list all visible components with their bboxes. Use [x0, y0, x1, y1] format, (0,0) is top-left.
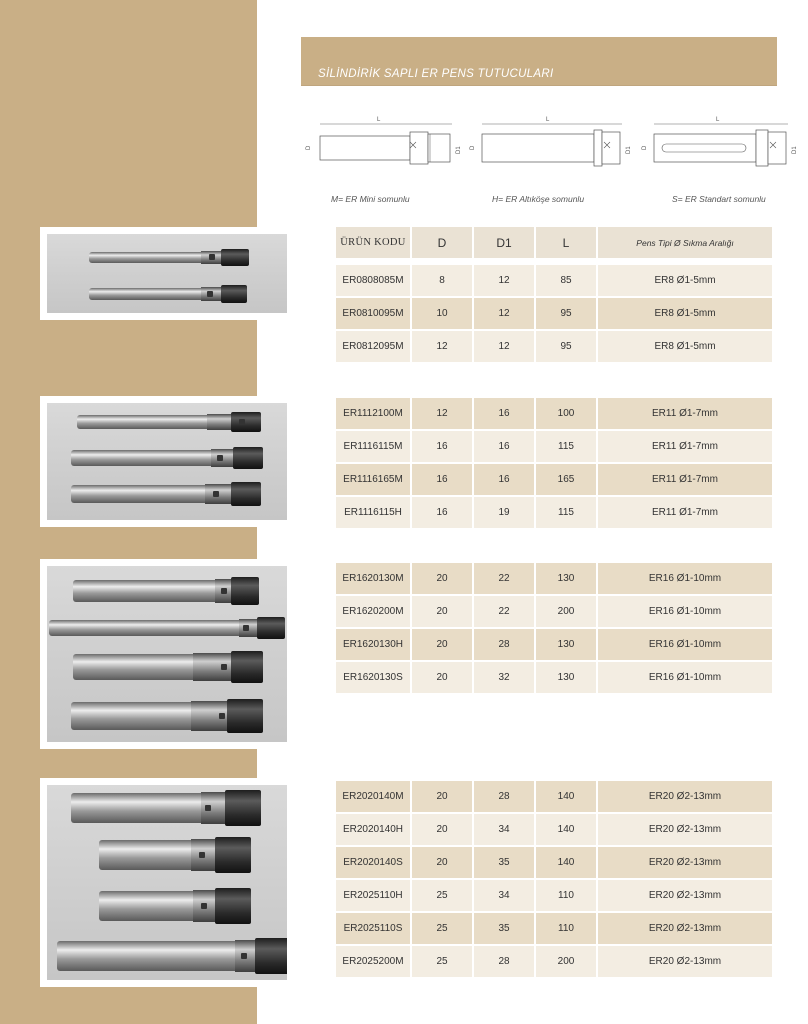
cell-code: ER1620130H — [336, 629, 412, 662]
tool-image — [71, 793, 261, 823]
cell-d: 20 — [412, 563, 474, 596]
cell-code: ER1620130M — [336, 563, 412, 596]
table-row — [336, 563, 774, 596]
header-product-code: ÜRÜN KODU — [336, 227, 412, 260]
dim-l-2: L — [546, 117, 550, 123]
cell-d: 25 — [412, 913, 474, 946]
dim-d1-2: D1 — [626, 146, 632, 154]
tool-image — [71, 702, 263, 730]
header-d: D — [412, 227, 474, 260]
cell-collet: ER11 Ø1-7mm — [598, 398, 774, 431]
photo-frame-er8 — [40, 227, 294, 320]
cell-d: 20 — [412, 662, 474, 695]
table-row — [336, 847, 774, 880]
cell-l: 200 — [536, 596, 598, 629]
spec-table-er11 — [336, 398, 774, 530]
dim-d1-1: D1 — [456, 146, 462, 154]
cell-l: 130 — [536, 662, 598, 695]
cell-collet: ER16 Ø1-10mm — [598, 629, 774, 662]
dim-l-1: L — [377, 117, 381, 123]
cell-d1: 28 — [474, 629, 536, 662]
cell-collet: ER20 Ø2-13mm — [598, 814, 774, 847]
spec-table-er16 — [336, 563, 774, 695]
cell-code: ER1116115M — [336, 431, 412, 464]
cell-collet: ER16 Ø1-10mm — [598, 563, 774, 596]
product-photo-er20 — [47, 785, 287, 980]
cell-code: ER1620130S — [336, 662, 412, 695]
photo-frame-er16 — [40, 559, 294, 749]
cell-code: ER0812095M — [336, 331, 412, 364]
cell-d1: 28 — [474, 781, 536, 814]
table-row — [336, 265, 774, 298]
cell-code: ER2020140H — [336, 814, 412, 847]
cell-d: 10 — [412, 298, 474, 331]
title-rule — [301, 85, 777, 86]
diagram-standard-nut — [636, 112, 802, 172]
diagram-hex-nut — [466, 112, 636, 172]
cell-l: 130 — [536, 629, 598, 662]
cell-d1: 16 — [474, 431, 536, 464]
tool-image — [77, 415, 261, 429]
diagram-mini-nut — [302, 112, 462, 172]
table-row — [336, 497, 774, 530]
cell-d: 25 — [412, 880, 474, 913]
cell-l: 95 — [536, 298, 598, 331]
cell-d: 20 — [412, 847, 474, 880]
table-row — [336, 629, 774, 662]
product-photo-er16 — [47, 566, 287, 742]
cell-l: 115 — [536, 497, 598, 530]
table-row — [336, 431, 774, 464]
caption-standard: S= ER Standart somunlu — [672, 194, 766, 204]
table-row — [336, 464, 774, 497]
cell-collet: ER16 Ø1-10mm — [598, 596, 774, 629]
cell-code: ER0808085M — [336, 265, 412, 298]
table-row — [336, 814, 774, 847]
dim-d-3: D — [642, 145, 648, 150]
cell-collet: ER11 Ø1-7mm — [598, 497, 774, 530]
spec-table-er20 — [336, 781, 774, 979]
header-l: L — [536, 227, 598, 260]
cell-d1: 22 — [474, 563, 536, 596]
page-title: SİLİNDİRİK SAPLI ER PENS TUTUCULARI — [318, 68, 554, 80]
cell-collet: ER8 Ø1-5mm — [598, 265, 774, 298]
cell-l: 110 — [536, 913, 598, 946]
cell-d: 12 — [412, 398, 474, 431]
cell-l: 115 — [536, 431, 598, 464]
cell-l: 200 — [536, 946, 598, 979]
caption-hex: H= ER Altıköşe somunlu — [492, 194, 585, 204]
cell-collet: ER16 Ø1-10mm — [598, 662, 774, 695]
cell-l: 165 — [536, 464, 598, 497]
cell-collet: ER20 Ø2-13mm — [598, 946, 774, 979]
table-row — [336, 913, 774, 946]
table-row — [336, 398, 774, 431]
table-row — [336, 298, 774, 331]
cell-d1: 19 — [474, 497, 536, 530]
cell-collet: ER8 Ø1-5mm — [598, 298, 774, 331]
cell-code: ER1116165M — [336, 464, 412, 497]
title-bar — [301, 37, 777, 85]
cell-code: ER2025110S — [336, 913, 412, 946]
tool-image — [57, 941, 287, 971]
cell-collet: ER20 Ø2-13mm — [598, 880, 774, 913]
cell-l: 130 — [536, 563, 598, 596]
cell-d1: 34 — [474, 814, 536, 847]
cell-d: 20 — [412, 781, 474, 814]
caption-mini: M= ER Mini somunlu — [331, 194, 410, 204]
dim-d-2: D — [470, 145, 476, 150]
cell-code: ER2025200M — [336, 946, 412, 979]
tool-image — [89, 288, 247, 300]
cell-collet: ER20 Ø2-13mm — [598, 847, 774, 880]
cell-collet: ER11 Ø1-7mm — [598, 431, 774, 464]
table-row — [336, 781, 774, 814]
cell-collet: ER20 Ø2-13mm — [598, 913, 774, 946]
cell-collet: ER8 Ø1-5mm — [598, 331, 774, 364]
cell-d: 12 — [412, 331, 474, 364]
cell-collet: ER11 Ø1-7mm — [598, 464, 774, 497]
cell-d1: 28 — [474, 946, 536, 979]
cell-d: 20 — [412, 596, 474, 629]
cell-d: 8 — [412, 265, 474, 298]
table-row — [336, 662, 774, 695]
cell-d1: 34 — [474, 880, 536, 913]
tool-image — [49, 620, 285, 636]
cell-code: ER0810095M — [336, 298, 412, 331]
tool-image — [99, 840, 251, 870]
cell-d1: 32 — [474, 662, 536, 695]
photo-frame-er11 — [40, 396, 294, 527]
tool-image — [99, 891, 251, 921]
tool-image — [71, 485, 261, 503]
cell-code: ER1620200M — [336, 596, 412, 629]
cell-d1: 12 — [474, 331, 536, 364]
header-collet-type: Pens Tipi Ø Sıkma Aralığı — [598, 227, 774, 260]
tool-image — [71, 450, 263, 466]
tool-image — [73, 580, 259, 602]
cell-d1: 35 — [474, 913, 536, 946]
cell-l: 140 — [536, 847, 598, 880]
photo-frame-er20 — [40, 778, 294, 987]
cell-l: 110 — [536, 880, 598, 913]
cell-l: 95 — [536, 331, 598, 364]
header-d1: D1 — [474, 227, 536, 260]
cell-l: 140 — [536, 814, 598, 847]
cell-code: ER2020140S — [336, 847, 412, 880]
cell-d1: 12 — [474, 298, 536, 331]
cell-d1: 35 — [474, 847, 536, 880]
cell-code: ER2020140M — [336, 781, 412, 814]
table-row — [336, 331, 774, 364]
cell-d: 16 — [412, 431, 474, 464]
cell-d: 20 — [412, 814, 474, 847]
table-row — [336, 880, 774, 913]
cell-code: ER2025110H — [336, 880, 412, 913]
product-photo-er8 — [47, 234, 287, 313]
product-photo-er11 — [47, 403, 287, 520]
tool-image — [89, 252, 249, 263]
cell-d1: 22 — [474, 596, 536, 629]
cell-d: 16 — [412, 464, 474, 497]
table-row — [336, 596, 774, 629]
tool-image — [73, 654, 263, 680]
dim-l-3: L — [716, 117, 720, 123]
cell-d: 20 — [412, 629, 474, 662]
cell-collet: ER20 Ø2-13mm — [598, 781, 774, 814]
cell-d1: 16 — [474, 464, 536, 497]
cell-code: ER1112100M — [336, 398, 412, 431]
cell-d1: 16 — [474, 398, 536, 431]
cell-l: 85 — [536, 265, 598, 298]
cell-l: 100 — [536, 398, 598, 431]
cell-code: ER1116115H — [336, 497, 412, 530]
cell-d: 16 — [412, 497, 474, 530]
cell-d: 25 — [412, 946, 474, 979]
dim-d-1: D — [306, 145, 312, 150]
table-row — [336, 946, 774, 979]
cell-d1: 12 — [474, 265, 536, 298]
dim-d1-3: D1 — [792, 146, 798, 154]
cell-l: 140 — [536, 781, 598, 814]
spec-table-er8 — [336, 227, 774, 364]
